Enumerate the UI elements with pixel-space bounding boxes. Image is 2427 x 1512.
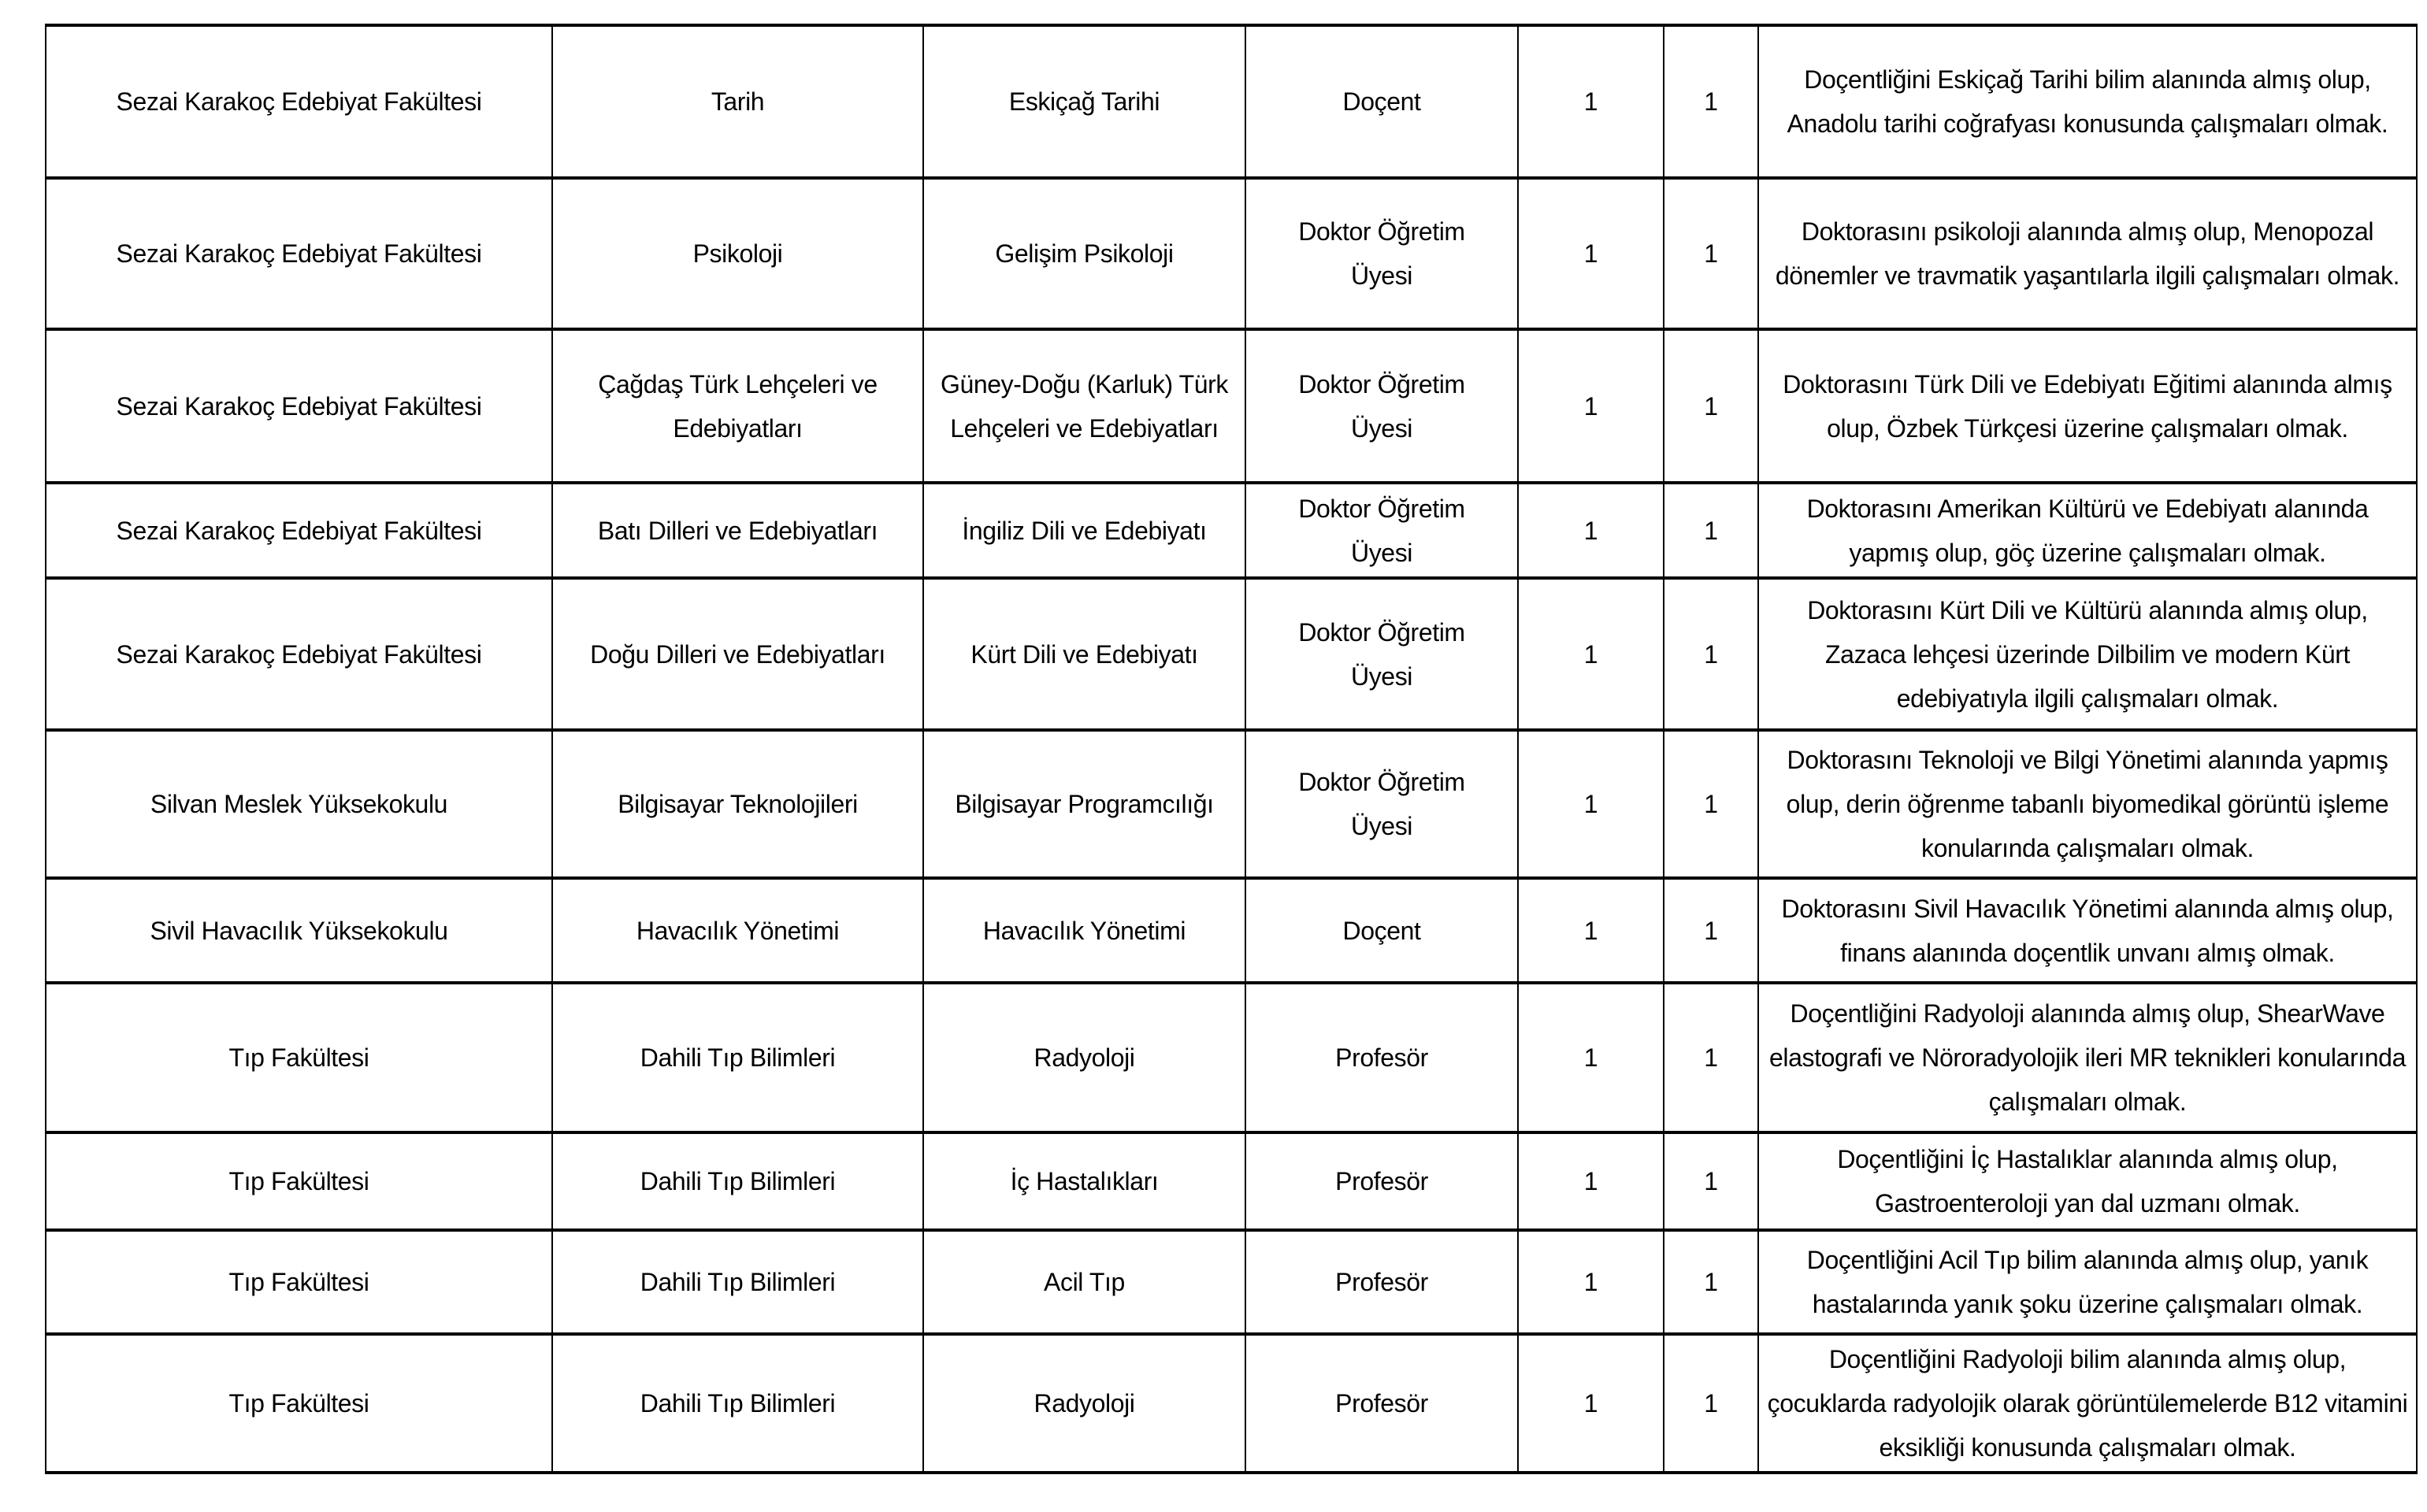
cell-number2: 1 [1664, 178, 1758, 329]
cell-description: Doçentliğini Eskiçağ Tarihi bilim alanında almış olup, Anadolu tarihi coğrafyası konusunda çalışmaları olmak. [1758, 25, 2417, 178]
cell-program: Kürt Dili ve Edebiyatı [923, 578, 1245, 730]
cell-number2: 1 [1664, 1230, 1758, 1334]
cell-faculty: Silvan Meslek Yüksekokulu [46, 730, 552, 878]
cell-number2: 1 [1664, 730, 1758, 878]
cell-description: Doktorasını Amerikan Kültürü ve Edebiyatı alanında yapmış olup, göç üzerine çalışmaları olmak. [1758, 483, 2417, 578]
cell-description: Doktorasını Sivil Havacılık Yönetimi alanında almış olup, finans alanında doçentlik unvanı almış olmak. [1758, 878, 2417, 983]
cell-number1: 1 [1518, 578, 1664, 730]
cell-description: Doçentliğini İç Hastalıklar alanında almış olup, Gastroenteroloji yan dal uzmanı olmak. [1758, 1132, 2417, 1230]
cell-number2: 1 [1664, 1132, 1758, 1230]
cell-title [1245, 25, 1518, 178]
cell-faculty: Tıp Fakültesi [46, 983, 552, 1132]
cell-number1: 1 [1518, 983, 1664, 1132]
cell-title [1245, 730, 1518, 878]
cell-faculty: Tıp Fakültesi [46, 1334, 552, 1473]
cell-title [1245, 1334, 1518, 1473]
cell-department: Dahili Tıp Bilimleri [552, 1132, 923, 1230]
cell-number2: 1 [1664, 25, 1758, 178]
cell-department: Tarih [552, 25, 923, 178]
cell-title [1245, 983, 1518, 1132]
cell-title [1245, 483, 1518, 578]
title-text: Doktor Öğretim Üyesi [1298, 369, 1465, 443]
title-text: Doktor Öğretim Üyesi [1298, 768, 1465, 840]
cell-department: Batı Dilleri ve Edebiyatları [552, 483, 923, 578]
cell-department: Havacılık Yönetimi [552, 878, 923, 983]
cell-title [1245, 578, 1518, 730]
cell-department: Dahili Tıp Bilimleri [552, 1230, 923, 1334]
cell-number2: 1 [1664, 1334, 1758, 1473]
title-text: Doçent [1342, 916, 1421, 945]
cell-program: İç Hastalıkları [923, 1132, 1245, 1230]
cell-title [1245, 1132, 1518, 1230]
cell-faculty: Sezai Karakoç Edebiyat Fakültesi [46, 578, 552, 730]
cell-number2: 1 [1664, 483, 1758, 578]
cell-number1: 1 [1518, 1230, 1664, 1334]
cell-program: Gelişim Psikoloji [923, 178, 1245, 329]
cell-program: İngiliz Dili ve Edebiyatı [923, 483, 1245, 578]
cell-description: Doktorasını psikoloji alanında almış olup, Menopozal dönemler ve travmatik yaşantılarla ilgili çalışmaları olmak. [1758, 178, 2417, 329]
cell-department: Psikoloji [552, 178, 923, 329]
table-row [46, 483, 2417, 578]
table-row [46, 1132, 2417, 1230]
cell-number2: 1 [1664, 878, 1758, 983]
cell-program: Güney-Doğu (Karluk) Türk Lehçeleri ve Edebiyatları [923, 329, 1245, 483]
cell-program: Acil Tıp [923, 1230, 1245, 1334]
title-text: Profesör [1335, 1268, 1428, 1296]
cell-faculty: Tıp Fakültesi [46, 1230, 552, 1334]
cell-description: Doçentliğini Radyoloji alanında almış olup, ShearWave elastografi ve Nöroradyolojik ileri MR teknikleri konularında çalışmaları olmak. [1758, 983, 2417, 1132]
table-row [46, 730, 2417, 878]
cell-number2: 1 [1664, 329, 1758, 483]
cell-department: Doğu Dilleri ve Edebiyatları [552, 578, 923, 730]
cell-number1: 1 [1518, 25, 1664, 178]
cell-number1: 1 [1518, 1334, 1664, 1473]
cell-faculty: Sezai Karakoç Edebiyat Fakültesi [46, 178, 552, 329]
cell-number2: 1 [1664, 983, 1758, 1132]
cell-number2: 1 [1664, 578, 1758, 730]
cell-department: Çağdaş Türk Lehçeleri ve Edebiyatları [552, 329, 923, 483]
cell-program: Eskiçağ Tarihi [923, 25, 1245, 178]
cell-faculty: Sezai Karakoç Edebiyat Fakültesi [46, 329, 552, 483]
cell-number1: 1 [1518, 329, 1664, 483]
table-row [46, 578, 2417, 730]
cell-number1: 1 [1518, 483, 1664, 578]
cell-description: Doktorasını Türk Dili ve Edebiyatı Eğitimi alanında almış olup, Özbek Türkçesi üzerine çalışmaları olmak. [1758, 329, 2417, 483]
cell-title [1245, 1230, 1518, 1334]
cell-faculty: Tıp Fakültesi [46, 1132, 552, 1230]
cell-program: Radyoloji [923, 1334, 1245, 1473]
cell-faculty: Sezai Karakoç Edebiyat Fakültesi [46, 483, 552, 578]
cell-number1: 1 [1518, 1132, 1664, 1230]
cell-number1: 1 [1518, 178, 1664, 329]
table-row [46, 329, 2417, 483]
cell-program: Bilgisayar Programcılığı [923, 730, 1245, 878]
cell-faculty: Sezai Karakoç Edebiyat Fakültesi [46, 25, 552, 178]
cell-program: Radyoloji [923, 983, 1245, 1132]
cell-department: Dahili Tıp Bilimleri [552, 1334, 923, 1473]
table-row [46, 25, 2417, 178]
cell-title [1245, 878, 1518, 983]
title-text: Profesör [1335, 1167, 1428, 1195]
cell-description: Doktorasını Teknoloji ve Bilgi Yönetimi alanında yapmış olup, derin öğrenme tabanlı biyomedikal görüntü işleme konularında çalışmaları olmak. [1758, 730, 2417, 878]
cell-title [1245, 329, 1518, 483]
title-text: Doktor Öğretim Üyesi [1298, 217, 1465, 290]
table-row [46, 878, 2417, 983]
title-text: Profesör [1335, 1389, 1428, 1418]
cell-description: Doçentliğini Radyoloji bilim alanında almış olup, çocuklarda radyolojik olarak görüntülemelerde B12 vitamini eksikliği konusunda çalışmaları olmak. [1758, 1334, 2417, 1473]
cell-title [1245, 178, 1518, 329]
title-text: Doktor Öğretim Üyesi [1298, 617, 1465, 691]
table-row [46, 983, 2417, 1132]
cell-description: Doçentliğini Acil Tıp bilim alanında almış olup, yanık hastalarında yanık şoku üzerine çalışmaları olmak. [1758, 1230, 2417, 1334]
cell-program: Havacılık Yönetimi [923, 878, 1245, 983]
table-row [46, 178, 2417, 329]
cell-number1: 1 [1518, 730, 1664, 878]
cell-description: Doktorasını Kürt Dili ve Kültürü alanında almış olup, Zazaca lehçesi üzerinde Dilbilim ve modern Kürt edebiyatıyla ilgili çalışmaları olmak. [1758, 578, 2417, 730]
title-text: Doktor Öğretim Üyesi [1298, 494, 1465, 567]
cell-department: Bilgisayar Teknolojileri [552, 730, 923, 878]
table-body [46, 25, 2417, 1473]
title-text: Doçent [1342, 87, 1421, 116]
cell-faculty: Sivil Havacılık Yüksekokulu [46, 878, 552, 983]
cell-department: Dahili Tıp Bilimleri [552, 983, 923, 1132]
title-text: Profesör [1335, 1043, 1428, 1072]
cell-number1: 1 [1518, 878, 1664, 983]
academic-positions-table [45, 24, 2418, 1474]
table-row [46, 1334, 2417, 1473]
table-row [46, 1230, 2417, 1334]
